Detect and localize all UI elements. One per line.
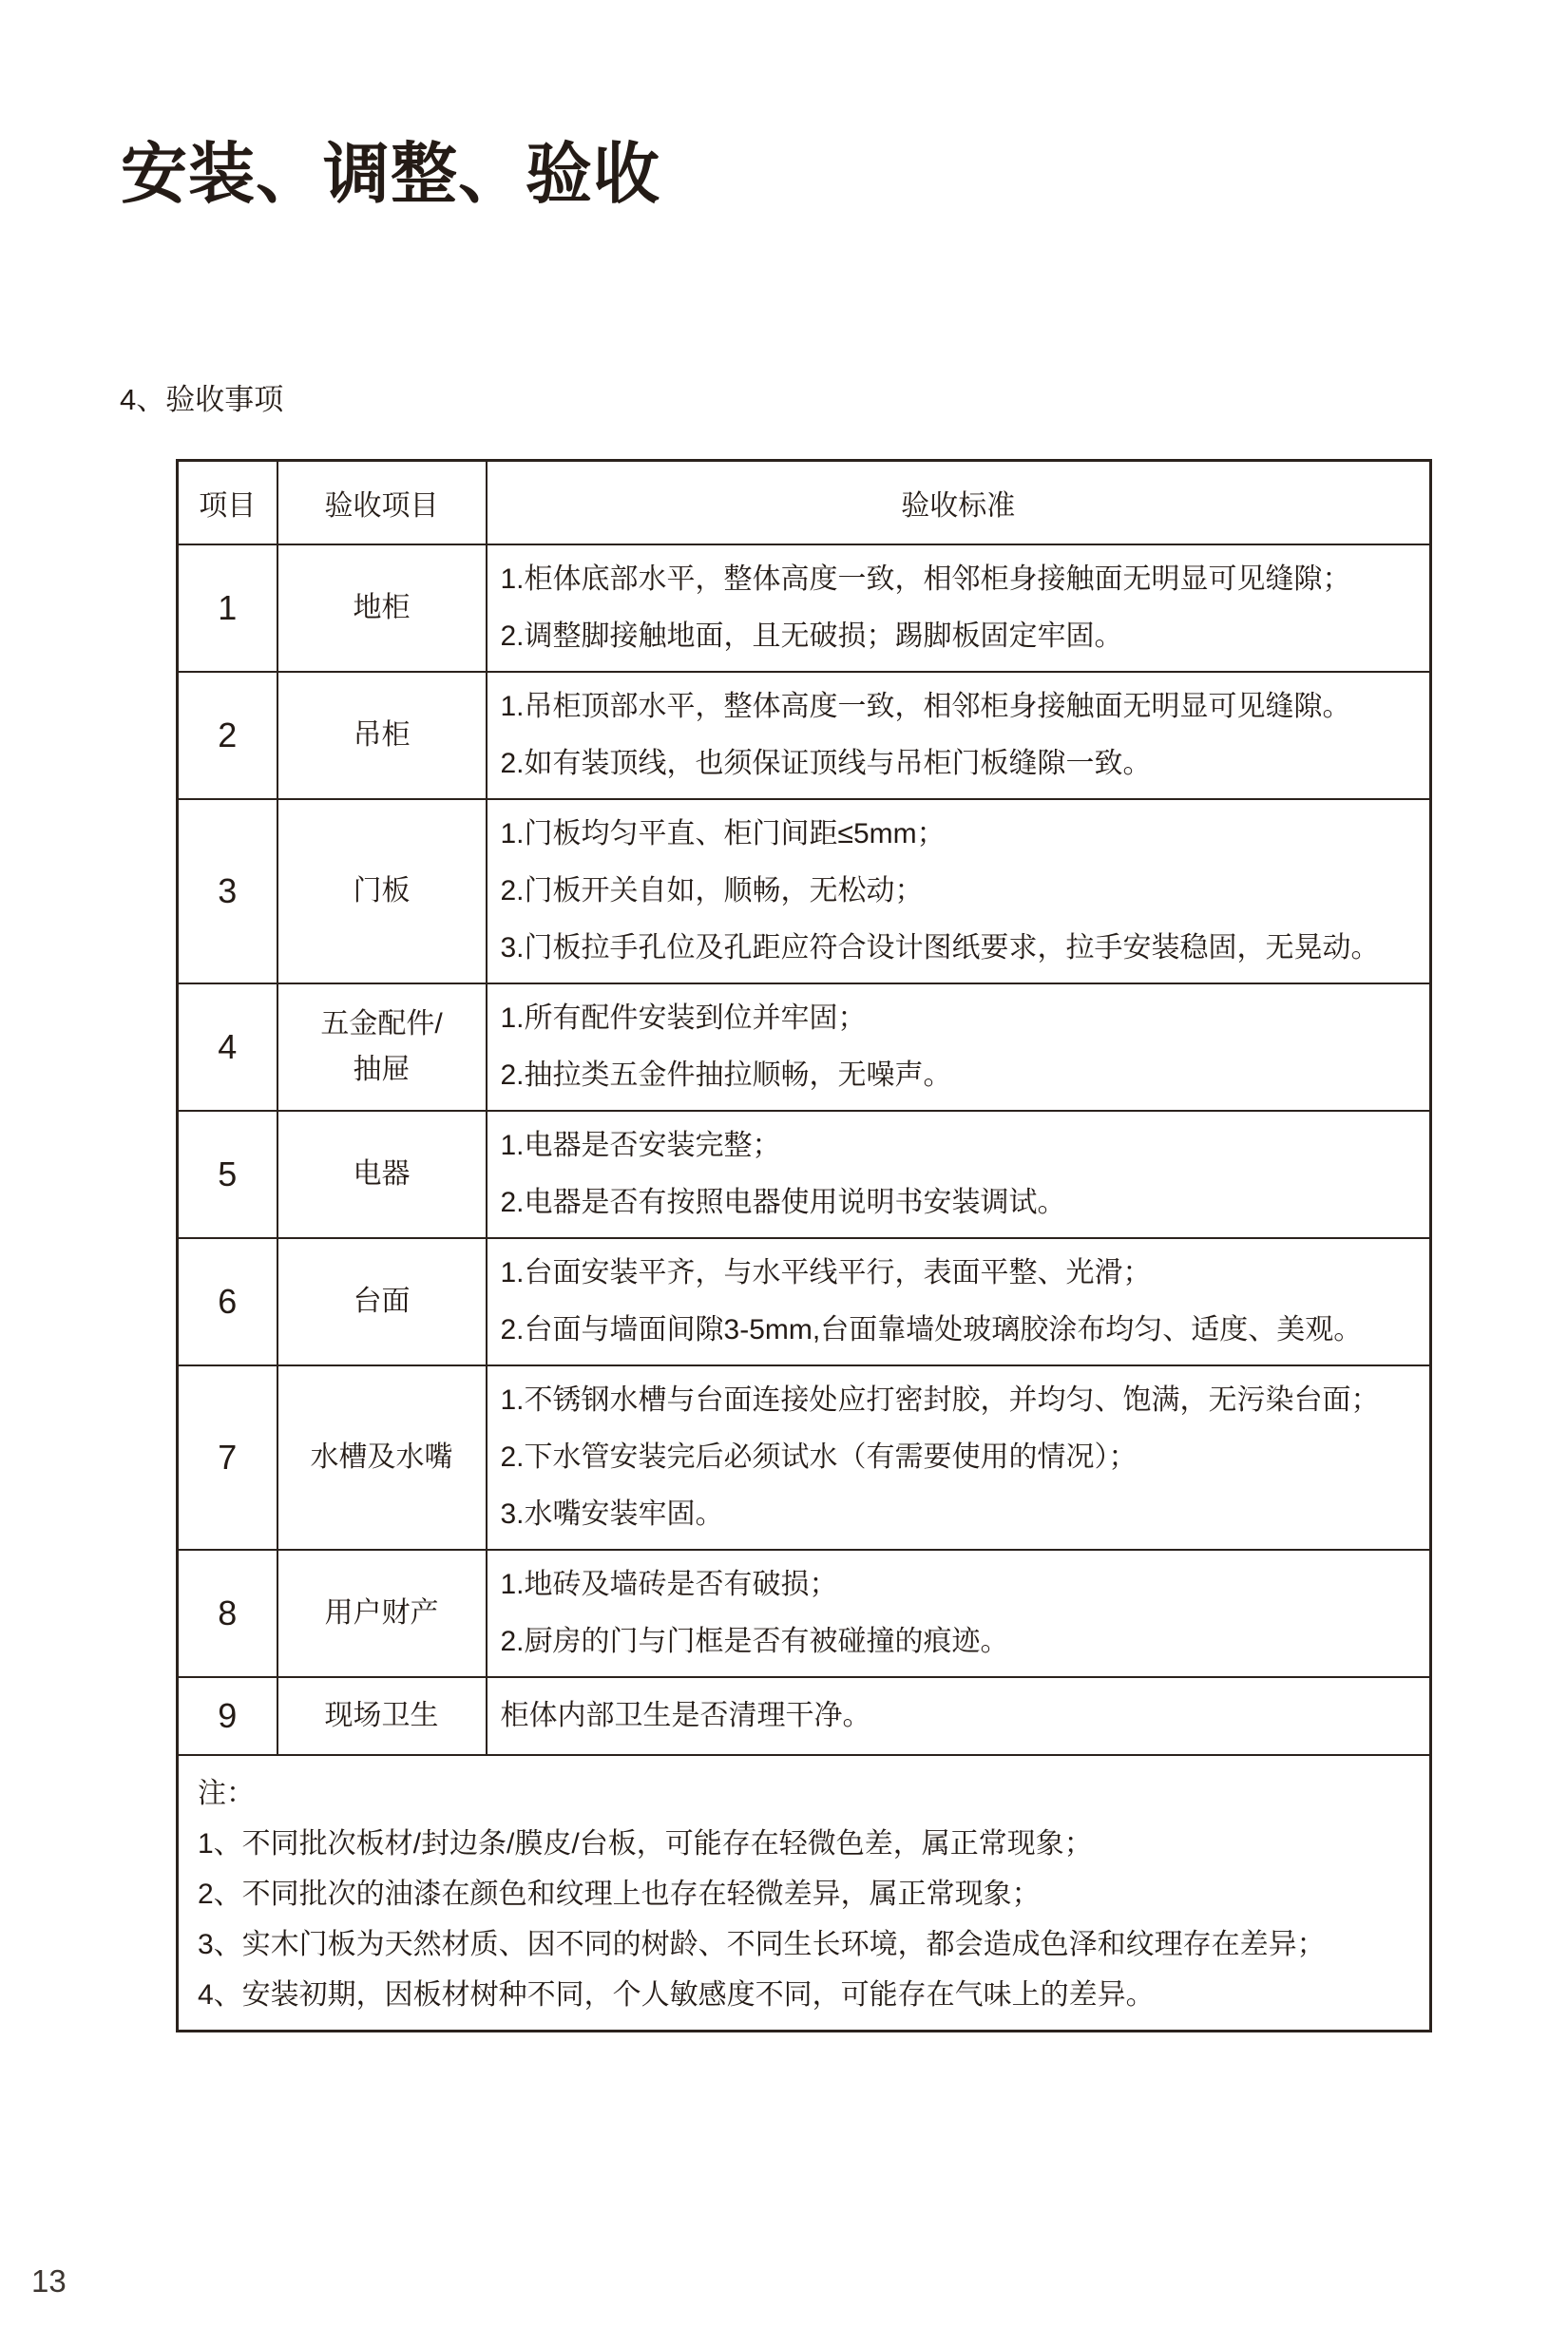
table-row [178, 1677, 1431, 1755]
row-standard [487, 799, 1431, 983]
row-item: 现场卫生 [277, 1677, 487, 1755]
row-number: 6 [178, 1238, 277, 1365]
standard-line: 1.所有配件安装到位并牢固； [500, 1002, 867, 1034]
table-row [178, 672, 1431, 799]
row-standard [487, 544, 1431, 672]
header-no: 项目 [178, 461, 277, 544]
note-item: 2、不同批次的油漆在颜色和纹理上也存在轻微差异，属正常现象； [198, 1878, 1041, 1910]
standard-line: 1.电器是否安装完整； [500, 1129, 781, 1161]
row-standard [487, 672, 1431, 799]
table-row [178, 1238, 1431, 1365]
standard-line: 1.地砖及墙砖是否有破损； [500, 1568, 838, 1600]
page-title: 安装、调整、验收 [121, 137, 660, 211]
standard-line: 柜体内部卫生是否清理干净。 [500, 1699, 871, 1731]
header-item: 验收项目 [277, 461, 487, 544]
table-row [178, 1550, 1431, 1677]
table-row [178, 799, 1431, 983]
note-item: 1、不同批次板材/封边条/膜皮/台板，可能存在轻微色差，属正常现象； [198, 1827, 1093, 1860]
standard-line: 2.抽拉类五金件抽拉顺畅，无噪声。 [500, 1059, 952, 1091]
standard-line: 3.门板拉手孔位及孔距应符合设计图纸要求，拉手安装稳固，无晃动。 [500, 931, 1380, 964]
row-number: 1 [178, 544, 277, 672]
row-item: 门板 [277, 799, 487, 983]
standard-line: 2.调整脚接触地面，且无破损；踢脚板固定牢固。 [500, 620, 1123, 652]
section-heading: 4、验收事项 [120, 383, 284, 416]
standard-line: 1.吊柜顶部水平，整体高度一致，相邻柜身接触面无明显可见缝隙。 [500, 690, 1351, 722]
row-number: 2 [178, 672, 277, 799]
row-item: 地柜 [277, 544, 487, 672]
note-item: 4、安装初期，因板材树种不同，个人敏感度不同，可能存在气味上的差异。 [198, 1978, 1155, 2011]
standard-line: 2.厨房的门与门框是否有被碰撞的痕迹。 [500, 1625, 1009, 1657]
row-item: 吊柜 [277, 672, 487, 799]
row-number: 4 [178, 983, 277, 1111]
row-number: 7 [178, 1365, 277, 1550]
standard-line: 1.不锈钢水槽与台面连接处应打密封胶，并均匀、饱满，无污染台面； [500, 1383, 1380, 1416]
notes-label: 注： [198, 1777, 255, 1809]
standard-line: 1.门板均匀平直、柜门间距≤5mm； [500, 817, 946, 849]
row-standard [487, 1365, 1431, 1550]
row-standard [487, 1238, 1431, 1365]
notes-row [178, 1755, 1431, 2032]
note-item: 3、实木门板为天然材质、因不同的树龄、不同生长环境，都会造成色泽和纹理存在差异； [198, 1928, 1326, 1960]
standard-line: 2.下水管安装完后必须试水（有需要使用的情况）； [500, 1441, 1138, 1473]
standard-line: 2.门板开关自如，顺畅，无松动； [500, 874, 924, 906]
row-standard [487, 983, 1431, 1111]
row-number: 9 [178, 1677, 277, 1755]
row-number: 3 [178, 799, 277, 983]
row-standard [487, 1677, 1431, 1755]
row-number: 5 [178, 1111, 277, 1238]
row-standard [487, 1550, 1431, 1677]
row-item: 台面 [277, 1238, 487, 1365]
table-row [178, 983, 1431, 1111]
row-item: 水槽及水嘴 [277, 1365, 487, 1550]
item-line: 五金配件/ [320, 1007, 443, 1040]
standard-line: 1.柜体底部水平，整体高度一致，相邻柜身接触面无明显可见缝隙； [500, 563, 1351, 595]
acceptance-table [176, 459, 1432, 2032]
row-number: 8 [178, 1550, 277, 1677]
standard-line: 2.台面与墙面间隙3-5mm,台面靠墙处玻璃胶涂布均匀、适度、美观。 [500, 1313, 1363, 1345]
standard-line: 3.水嘴安装牢固。 [500, 1498, 724, 1530]
table-row [178, 544, 1431, 672]
row-item: 用户财产 [277, 1550, 487, 1677]
table-row [178, 1111, 1431, 1238]
row-item [277, 983, 487, 1111]
header-standard: 验收标准 [487, 461, 1431, 544]
row-standard [487, 1111, 1431, 1238]
standard-line: 1.台面安装平齐，与水平线平行，表面平整、光滑； [500, 1256, 1152, 1288]
item-line: 抽屉 [353, 1053, 411, 1085]
standard-line: 2.电器是否有按照电器使用说明书安装调试。 [500, 1186, 1066, 1218]
table-row [178, 1365, 1431, 1550]
table-header-row [178, 461, 1431, 544]
standard-line: 2.如有装顶线，也须保证顶线与吊柜门板缝隙一致。 [500, 747, 1152, 779]
page-number: 13 [31, 2263, 67, 2299]
notes-cell [178, 1755, 1431, 2032]
row-item: 电器 [277, 1111, 487, 1238]
